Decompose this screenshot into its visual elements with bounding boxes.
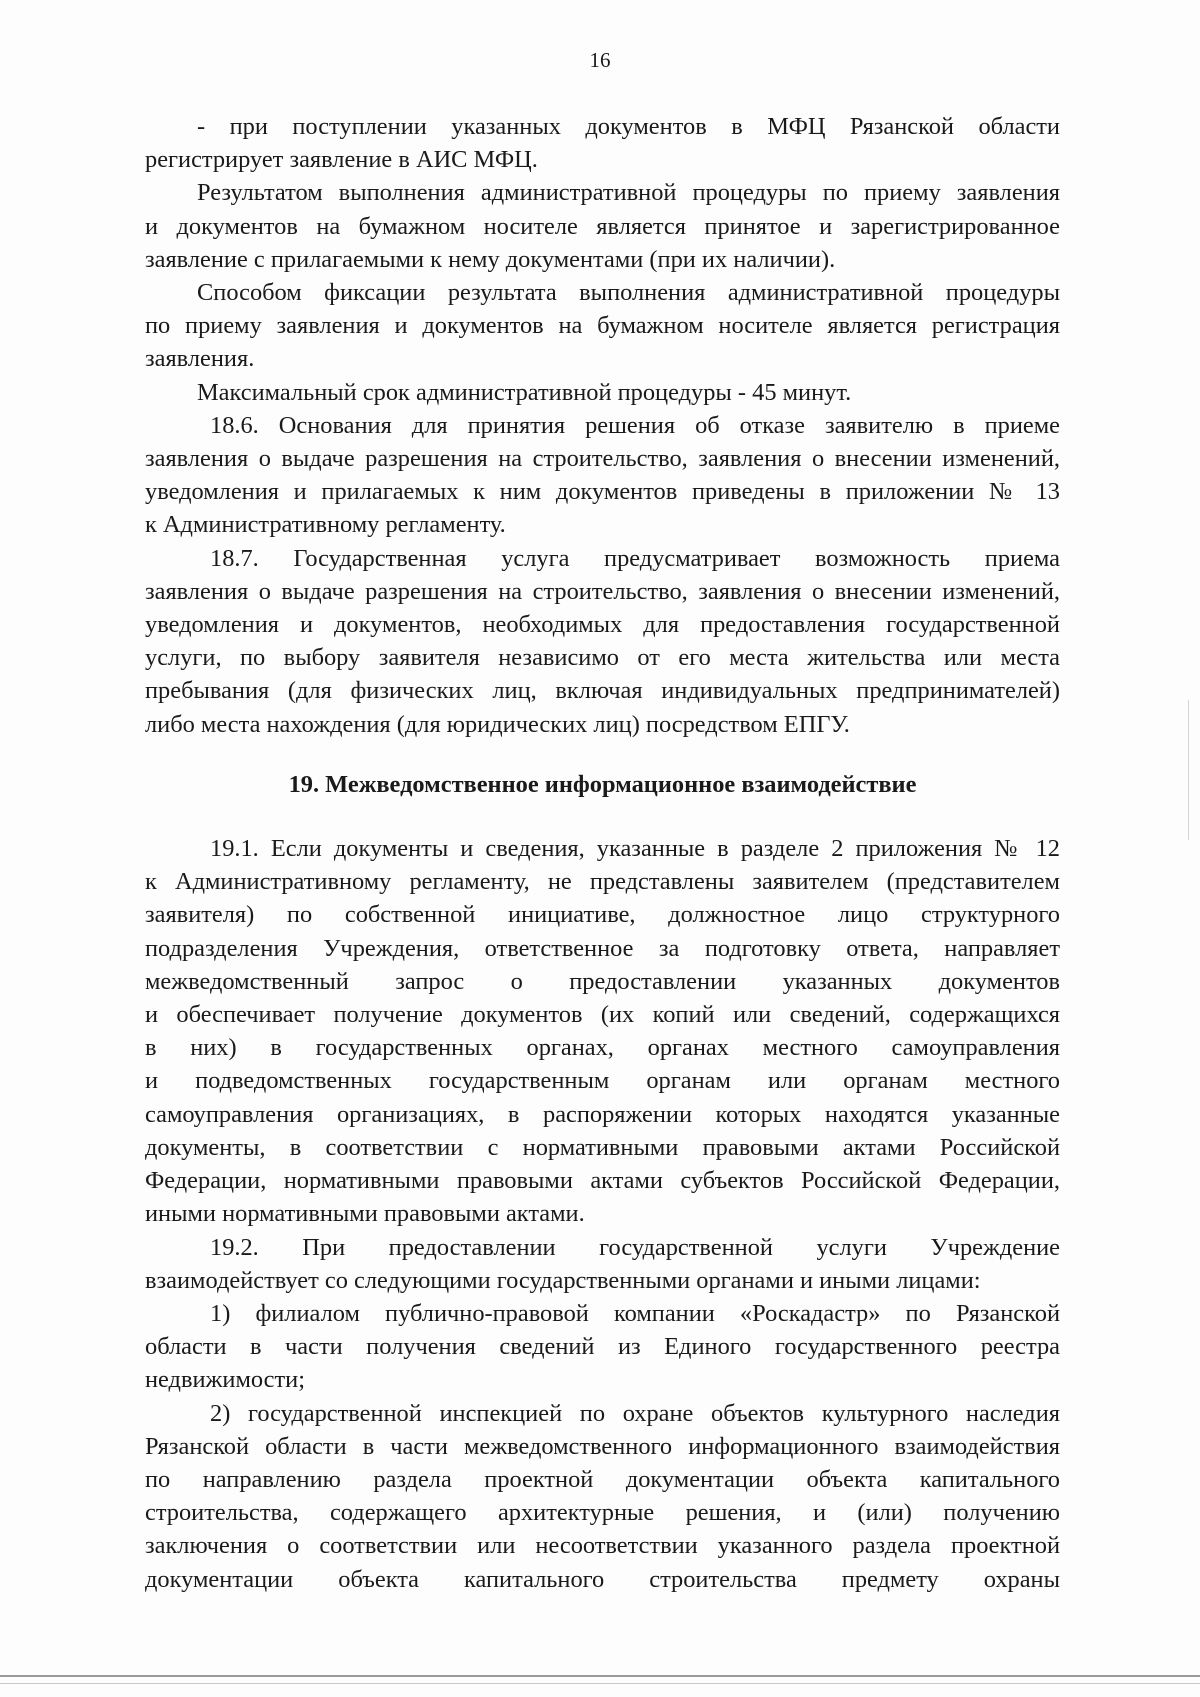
text-line: заявления.	[145, 345, 255, 373]
text-line: документы, в соответствии с нормативными правовыми актами Российской	[145, 1133, 1060, 1161]
text-line: по приему заявления и документов на бумажном носителе является регистрация	[145, 312, 1060, 340]
text-line: заключения о соответствии или несоответствии указанного раздела проектной	[145, 1532, 1060, 1560]
section-heading-19: 19. Межведомственное информационное взаимодействие	[288, 770, 917, 798]
text-line: Федерации, нормативными правовыми актами субъектов Российской Федерации,	[145, 1167, 1060, 1195]
text-line: регистрирует заявление в АИС МФЦ.	[145, 146, 538, 174]
text-line: 1) филиалом публично-правовой компании «Роскадастр» по Рязанской	[210, 1299, 1060, 1327]
text-line: по направлению раздела проектной документации объекта капитального	[145, 1465, 1060, 1493]
text-line: 19.2. При предоставлении государственной услуги Учреждение	[210, 1233, 1060, 1261]
text-line: заявление с прилагаемыми к нему документами (при их наличии).	[145, 245, 836, 273]
text-line: Максимальный срок административной процедуры - 45 минут.	[197, 378, 852, 406]
text-line: Результатом выполнения административной процедуры по приему заявления	[197, 179, 1060, 207]
text-line: в них) в государственных органах, органах местного самоуправления	[145, 1034, 1060, 1062]
text-line: самоуправления организациях, в распоряжении которых находятся указанные	[145, 1100, 1060, 1128]
text-line: документации объекта капитального строительства предмету охраны	[145, 1565, 1060, 1593]
text-line: заявления о выдаче разрешения на строительство, заявления о внесении изменений,	[145, 445, 1060, 473]
text-line: Способом фиксации результата выполнения административной процедуры	[197, 279, 1060, 307]
scan-edge-line	[0, 1675, 1200, 1677]
paragraphs-section-18	[145, 110, 1060, 741]
text-line: заявителя) по собственной инициативе, должностное лицо структурного	[145, 901, 1060, 929]
text-line: уведомления и документов, необходимых для предоставления государственной	[145, 611, 1060, 639]
paragraphs-section-19	[145, 832, 1060, 1596]
text-line: либо места нахождения (для юридических лиц) посредством ЕПГУ.	[145, 710, 850, 738]
text-line: 19.1. Если документы и сведения, указанные в разделе 2 приложения № 12	[210, 835, 1060, 863]
document-body	[145, 110, 1060, 1596]
text-line: недвижимости;	[145, 1366, 305, 1394]
text-line: и документов на бумажном носителе является принятое и зарегистрированное	[145, 212, 1060, 240]
text-line: области в части получения сведений из Единого государственного реестра	[145, 1333, 1060, 1361]
text-line: 18.7. Государственная услуга предусматривает возможность приема	[210, 544, 1060, 572]
text-line: Рязанской области в части межведомственного информационного взаимодействия	[145, 1432, 1060, 1460]
text-line: заявления о выдаче разрешения на строительство, заявления о внесении изменений,	[145, 577, 1060, 605]
text-line: межведомственный запрос о предоставлении указанных документов	[145, 967, 1060, 995]
text-line: - при поступлении указанных документов в МФЦ Рязанской области	[197, 113, 1060, 140]
text-line: услуги, по выбору заявителя независимо от его места жительства или места	[145, 644, 1060, 672]
text-line: 18.6. Основания для принятия решения об отказе заявителю в приеме	[210, 411, 1060, 439]
text-line: 2) государственной инспекцией по охране объектов культурного наследия	[210, 1399, 1060, 1427]
text-line: иными нормативными правовыми актами.	[145, 1200, 585, 1228]
text-line: строительства, содержащего архитектурные решения, и (или) получению	[145, 1499, 1060, 1527]
text-line: и обеспечивает получение документов (их копий или сведений, содержащихся	[145, 1001, 1060, 1029]
text-line: подразделения Учреждения, ответственное за подготовку ответа, направляет	[145, 934, 1060, 962]
text-line: к Административному регламенту, не представлены заявителем (представителем	[145, 868, 1060, 896]
text-line: взаимодействует со следующими государственными органами и иными лицами:	[145, 1266, 981, 1294]
text-line: уведомления и прилагаемых к ним документов приведены в приложении № 13	[145, 478, 1060, 506]
scan-edge-mark	[1188, 700, 1189, 840]
text-line: к Административному регламенту.	[145, 511, 506, 539]
scan-edge-line-secondary	[0, 1683, 1200, 1684]
page-number: 16	[589, 48, 611, 72]
text-line: пребывания (для физических лиц, включая индивидуальных предпринимателей)	[145, 677, 1060, 705]
text-line: и подведомственных государственным органам или органам местного	[145, 1067, 1060, 1095]
